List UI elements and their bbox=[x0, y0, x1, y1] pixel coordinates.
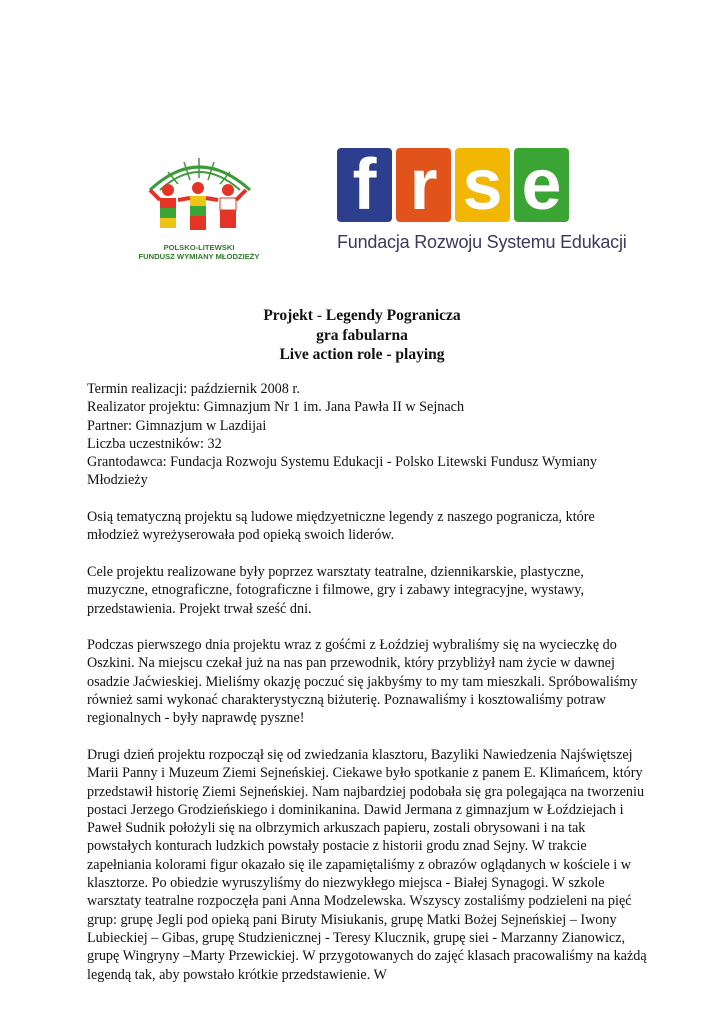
frse-letters bbox=[337, 148, 577, 222]
info-partner: Partner: Gimnazjum w Lazdijai bbox=[87, 417, 267, 434]
title-line-2: gra fabularna bbox=[316, 326, 408, 344]
plfwm-line1: POLSKO-LITEWSKI bbox=[163, 243, 235, 252]
plfwm-line2: FUNDUSZ WYMIANY MŁODZIEŻY bbox=[138, 252, 260, 261]
info-grantor: Grantodawca: Fundacja Rozwoju Systemu Edukacji - Polsko Litewski Fundusz Wymiany Młodzieży bbox=[87, 454, 597, 489]
project-info bbox=[87, 380, 647, 490]
info-term: Termin realizacji: październik 2008 r. bbox=[87, 381, 300, 397]
title-line-3: Live action role - playing bbox=[279, 346, 445, 363]
paragraph-day-one: Podczas pierwszego dnia projektu wraz z gośćmi z Łoździej wybraliśmy się na wycieczkę do Oszkini. Na miejscu czekał już na nas pan przewodnik, który przybliżył nam życie w dawnej osadzie Jaćwieskiej. Mieliśmy okazję poczuć się jakbyśmy to my tam mieszkali. Spróbowaliśmy również sami wykonać charakterystyczną biżuterię. Poznawaliśmy i kosztowaliśmy potraw regionalnych - były naprawdę pyszne! bbox=[87, 637, 638, 727]
title-line-1 bbox=[0, 306, 724, 326]
frse-letter-s: s bbox=[455, 148, 510, 222]
frse-logo bbox=[337, 148, 627, 268]
frse-subtitle: Fundacja Rozwoju Systemu Edukacji bbox=[337, 232, 627, 252]
document-title bbox=[0, 306, 724, 365]
paragraph-goals: Cele projektu realizowane były poprzez warsztaty teatralne, dziennikarskie, plastyczne, muzyczne, etnograficzne, fotograficzne i filmowe, gry i zabawy integracyjne, wystawy, przedstawienia. Projekt trwał sześć dni. bbox=[87, 563, 585, 617]
frse-letter-f: f bbox=[337, 148, 392, 222]
title-project-name: Legendy Pogranicza bbox=[325, 307, 461, 324]
info-participants: Liczba uczestników: 32 bbox=[87, 435, 222, 452]
paragraph-theme: Osią tematyczną projektu są ludowe międzyetniczne legendy z naszego pogranicza, które młodzież wyreżyserowała pod opieką swoich liderów. bbox=[87, 509, 595, 544]
title-project-word: Projekt bbox=[263, 307, 313, 324]
figures-arch-icon bbox=[138, 150, 260, 238]
paragraph-day-two: Drugi dzień projektu rozpoczął się od zwiedzania klasztoru, Bazyliki Nawiedzenia Najświętszej Marii Panny i Muzeum Ziemi Sejneńskiej. Ciekawe było spotkanie z panem E. Klimańcem, który przedstawił historię Ziemi Sejneńskiej. Nam najbardziej podobała się gra polegająca na tworzeniu postaci Jerzego Grodzieńskiego i dominikanina. Dawid Jermana z gimnazjum w Łoździejach i Paweł Sudnik położyli się na olbrzymich arkuszach papieru, zostali obrysowani i na tak powstałych konturach ludzkich powstały postacie z historii grodu znad Sejny. W trakcie zapełniania kolorami figur okazało się ile zapamiętaliśmy z obrazów oglądanych w kościele i w klasztorze. Po obiedzie wyruszyliśmy do niezwykłego miejsca - Białej Synagogi. W szkole warsztaty teatralne rozpoczęła pani Anna Modzelewska. Wszyscy zostaliśmy podzieleni na pięć grup: grupę Jegli pod opieką pani Biruty Misiukanis, grupę Matki Bożej Sejneńskiej – Iwony Lubieckiej – Gibas, grupę Studzienicznej - Teresy Klucznik, grupę siei - Marzanny Zianowicz, grupę Wingryny –Marty Przewickiej. W przygotowanych do zajęć klasach pracowaliśmy na każdą legendą tak, aby powstało krótkie przedstawienie. W bbox=[87, 746, 647, 983]
plfwm-logo bbox=[138, 150, 260, 268]
frse-letter-e: e bbox=[514, 148, 569, 222]
document-body bbox=[87, 380, 647, 1002]
info-realizer: Realizator projektu: Gimnazjum Nr 1 im. Jana Pawła II w Sejnach bbox=[87, 399, 465, 416]
title-dash: - bbox=[316, 307, 323, 324]
frse-letter-r: r bbox=[396, 148, 451, 222]
